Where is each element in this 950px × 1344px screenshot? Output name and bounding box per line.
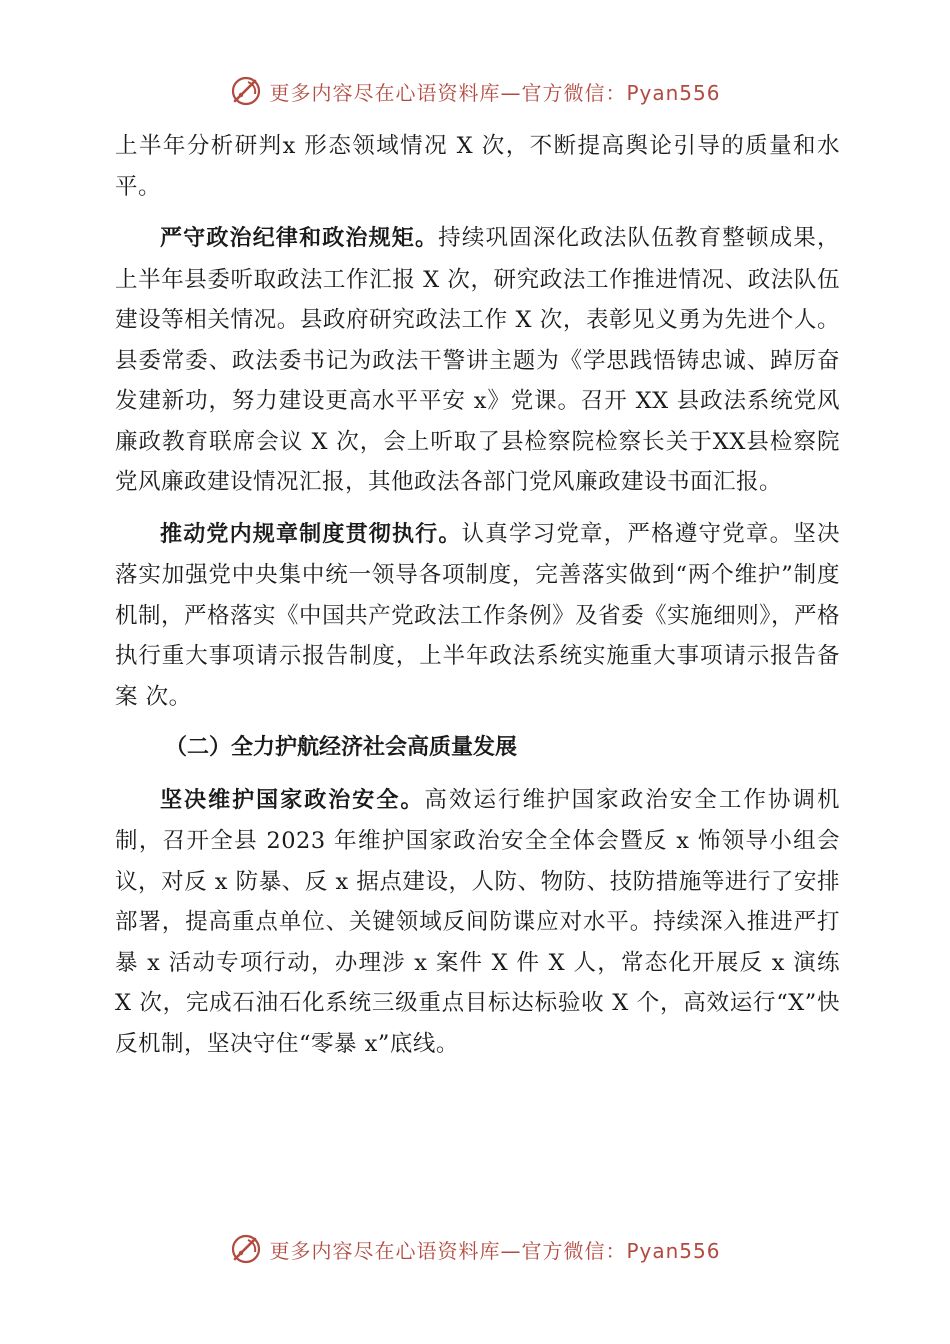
paragraph-3-lead: 推动党内规章制度贯彻执行。 [160,521,462,547]
paragraph-3-body: 认真学习党章，严格遵守党章。坚决落实加强党中央集中统一领导各项制度，完善落实做到“两个维护”制度机制，严格落实《中国共产党政法工作条例》及省委《实施细则》，严格执行重大事项请示报告制度，上半年政法系统实施重大事项请示报告备案 次。 [115,520,840,710]
document-body [115,126,840,1075]
paragraph-2 [115,218,840,503]
paragraph-1-body: 上半年分析研判x 形态领域情况 X 次，不断提高舆论引导的质量和水平。 [115,133,840,200]
paragraph-4 [115,780,840,1065]
brush-logo-icon [229,74,263,108]
paragraph-4-body: 高效运行维护国家政治安全工作协调机制，召开全县 2023 年维护国家政治安全全体会暨反 x 怖领导小组会议，对反 x 防暴、反 x 据点建设，人防、物防、技防措施等进行了安排部署，提高重点单位、关键领域反间防谍应对水平。持续深入推进严打暴 x 活动专项行动，办理涉 x 案件 X 件 X 人，常态化开展反 x 演练 X 次，完成石油石化系统三级重点目标达标验收 X 个，高效运行“X”快反机制，坚决守住“零暴 x”底线。 [115,786,840,1057]
section-heading: （二）全力护航经济社会高质量发展 [165,735,518,760]
watermark-footer [0,1232,950,1266]
watermark-text: 更多内容尽在心语资料库—官方微信：Pyan556 [269,80,721,105]
paragraph-4-lead: 坚决维护国家政治安全。 [160,787,425,813]
paragraph-3 [115,514,840,718]
watermark-text: 更多内容尽在心语资料库—官方微信：Pyan556 [269,1238,721,1263]
brush-logo-icon [229,1232,263,1266]
watermark-header [0,74,950,108]
paragraph-1 [115,126,840,207]
paragraph-2-lead: 严守政治纪律和政治规矩。 [160,226,439,251]
paragraph-2-body: 持续巩固深化政法队伍教育整顿成果，上半年县委听取政法工作汇报 X 次，研究政法工作推进情况、政法队伍建设等相关情况。县政府研究政法工作 X 次，表彰见义勇为先进个人。县委常委、政法委书记为政法干警讲主题为《学思践悟铸忠诚、踔厉奋发建新功，努力建设更高水平平安 x》党课。召开 XX 县政法系统党风廉政教育联席会议 X 次，会上听取了县检察院检察长关于XX县检察院党风廉政建设情况汇报，其他政法各部门党风廉政建设书面汇报。 [115,225,840,495]
